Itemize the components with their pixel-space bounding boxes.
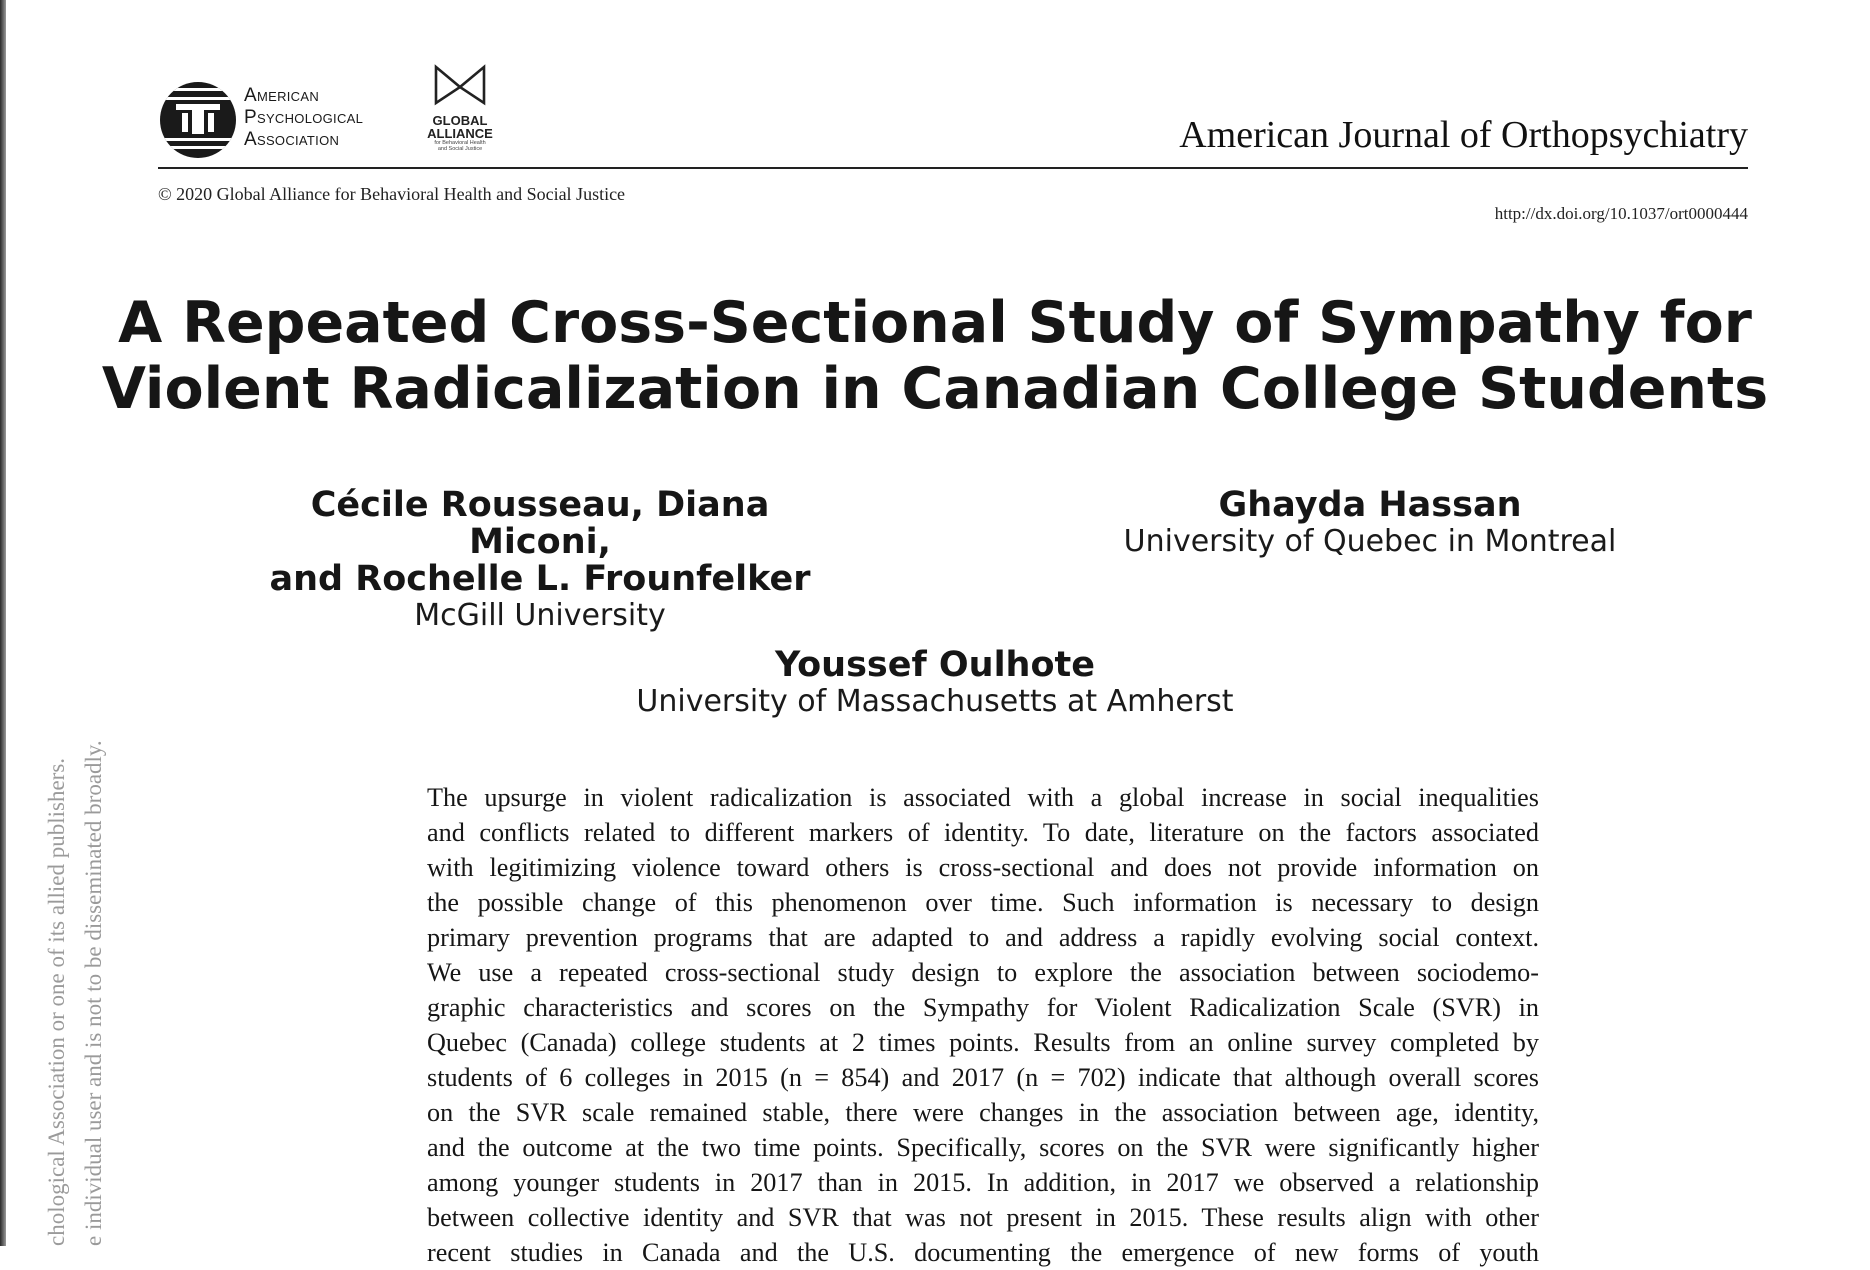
- abstract-line: The upsurge in violent radicalization is associated with a global increase in social inequalities: [427, 783, 1539, 812]
- author-names: Ghayda Hassan: [1218, 485, 1522, 525]
- article-title-line: A Repeated Cross-Sectional Study of Sympathy for: [118, 290, 1752, 356]
- global-alliance-logo: [420, 63, 500, 163]
- abstract-line: on the SVR scale remained stable, there were changes in the association between age, identity,: [427, 1098, 1539, 1127]
- abstract-line: among younger students in 2017 than in 2015. In addition, in 2017 we observed a relationship: [427, 1168, 1539, 1197]
- global-alliance-subtitle: [420, 140, 500, 152]
- header-divider: [158, 167, 1748, 169]
- global-alliance-title-line: GLOBAL: [432, 113, 488, 128]
- article-title: [0, 290, 1870, 422]
- abstract: [427, 780, 1539, 1270]
- author-group: [585, 647, 1285, 720]
- global-alliance-title-line: ALLIANCE: [427, 126, 493, 141]
- apa-logo-icon: [158, 80, 238, 160]
- apa-logo-word: Association: [244, 129, 340, 150]
- author-group: [1110, 487, 1630, 560]
- abstract-line: and conflicts related to different markers of identity. To date, literature on the factors associated: [427, 818, 1539, 847]
- abstract-line: and the outcome at the two time points. Specifically, scores on the SVR were significantly higher: [427, 1133, 1539, 1162]
- abstract-line: graphic characteristics and scores on the Sympathy for Violent Radicalization Scale (SVR) in: [427, 993, 1539, 1022]
- abstract-line: the possible change of this phenomenon over time. Such information is necessary to design: [427, 888, 1539, 917]
- abstract-line: recent studies in Canada and the U.S. documenting the emergence of new forms of youth: [427, 1238, 1539, 1267]
- apa-logo-word: American: [244, 85, 320, 106]
- author-affiliation: McGill University: [414, 598, 666, 633]
- journal-header: [158, 55, 1748, 165]
- author-names: Youssef Oulhote: [774, 645, 1095, 685]
- global-alliance-subtitle-line: for Behavioral Health: [434, 140, 486, 146]
- apa-logo-word: Psychological: [244, 107, 364, 128]
- apa-logo-text: [244, 85, 363, 151]
- author-names: and Rochelle L. Frounfelker: [269, 559, 811, 599]
- side-notice-line: chological Association or one of its allied publishers.: [44, 757, 69, 1246]
- article-title-line: Violent Radicalization in Canadian College Students: [101, 356, 1769, 422]
- journal-name: American Journal of Orthopsychiatry: [1179, 114, 1748, 156]
- global-alliance-title: [420, 114, 500, 140]
- global-alliance-subtitle-line: and Social Justice: [437, 146, 483, 152]
- abstract-line: with legitimizing violence toward others is cross-sectional and does not provide information on: [427, 853, 1539, 882]
- abstract-line: between collective identity and SVR that was not present in 2015. These results align with other: [427, 1203, 1539, 1232]
- author-group: [240, 487, 840, 634]
- author-affiliation: University of Quebec in Montreal: [1123, 524, 1617, 559]
- abstract-line: We use a repeated cross-sectional study design to explore the association between sociodemo-: [427, 958, 1539, 987]
- page-left-edge: [0, 0, 6, 1246]
- global-alliance-bowtie-icon: [432, 63, 488, 107]
- doi-link[interactable]: http://dx.doi.org/10.1037/ort0000444: [1494, 204, 1748, 223]
- author-names: Cécile Rousseau, Diana Miconi,: [310, 485, 770, 562]
- side-copyright-notice: [38, 740, 112, 1246]
- abstract-line: Quebec (Canada) college students at 2 times points. Results from an online survey completed by: [427, 1028, 1539, 1057]
- abstract-line: primary prevention programs that are adapted to and address a rapidly evolving social context.: [427, 923, 1539, 952]
- abstract-line: students of 6 colleges in 2015 (n = 854) and 2017 (n = 702) indicate that although overall scores: [427, 1063, 1539, 1092]
- author-affiliation: University of Massachusetts at Amherst: [636, 684, 1234, 719]
- side-notice-line: e individual user and is not to be disseminated broadly.: [81, 740, 106, 1246]
- copyright-line: © 2020 Global Alliance for Behavioral Health and Social Justice: [158, 184, 626, 204]
